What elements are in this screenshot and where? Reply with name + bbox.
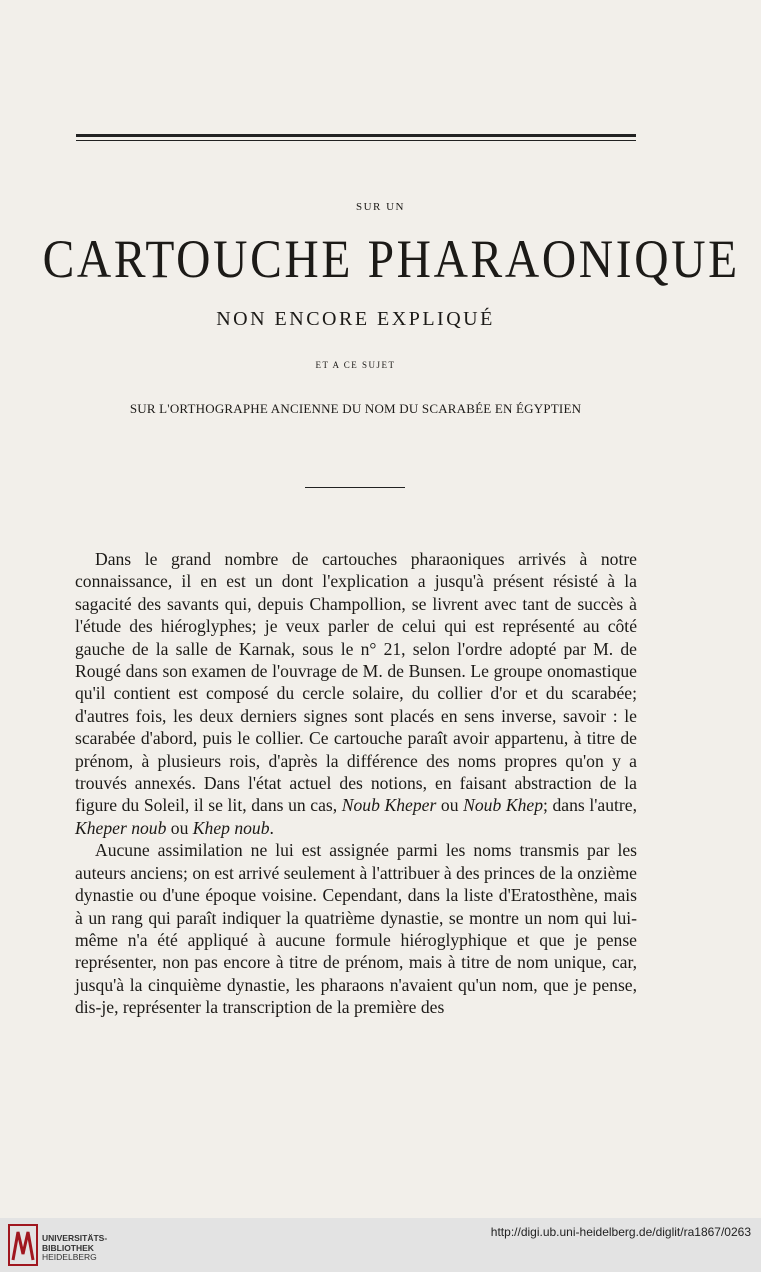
section-divider bbox=[305, 487, 405, 488]
italic-name-1: Noub Kheper bbox=[341, 795, 437, 816]
source-url-link[interactable]: http://digi.ub.uni-heidelberg.de/diglit/ra1867/0263 bbox=[490, 1225, 751, 1239]
paragraph-1-end: . bbox=[269, 817, 274, 838]
connector-line: ET A CE SUJET bbox=[315, 360, 396, 370]
library-logo-icon[interactable] bbox=[8, 1224, 38, 1266]
paragraph-1-mid: ; dans l'autre, bbox=[543, 795, 637, 816]
article-body bbox=[75, 548, 637, 1019]
italic-name-2: Noub Khep bbox=[463, 795, 544, 816]
subtitle: NON ENCORE EXPLIQUÉ bbox=[216, 308, 495, 330]
library-name-line-3: HEIDELBERG bbox=[42, 1252, 97, 1262]
paragraph-1-text: Dans le grand nombre de cartouches pharaoniques arrivés à notre connaissance, il en est un dont l'explication a jusqu'à présent résisté à la sagacité des savants qui, depuis Champollion, se livrent avec tant de succès à l'étude des hiéroglyphes; je veux parler de celui qui est représenté au côté gauche de la salle de Karnak, sous le n° 21, selon l'ordre adopté par M. de Rougé dans son examen de l'ouvrage de M. de Bunsen. Le groupe onomastique qu'il contient est composé du cercle solaire, du collier d'or et du scarabée; d'autres fois, les deux derniers signes sont placés en sens inverse, savoir : le scarabée d'abord, puis le collier. Ce cartouche paraît avoir appartenu, à titre de prénom, à plusieurs rois, d'après la différence des noms propres qu'on y a trouvés annexés. Dans l'état actuel des notions, en faisant abstraction de la figure du Soleil, il se lit, dans un cas, bbox=[75, 549, 637, 816]
pre-title: SUR UN bbox=[355, 201, 406, 213]
italic-name-3: Kheper noub bbox=[75, 817, 167, 838]
paragraph-1-conj-2: ou bbox=[170, 817, 189, 838]
page-title: CARTOUCHE PHARAONIQUE bbox=[42, 229, 740, 289]
top-double-rule bbox=[76, 134, 636, 141]
paragraph-1-conj: ou bbox=[440, 795, 459, 816]
italic-name-4: Khep noub bbox=[192, 817, 270, 838]
paragraph-2: Aucune assimilation ne lui est assignée parmi les noms transmis par les auteurs anciens; on est arrivé seulement à l'attribuer à des princes de la onzième dynastie ou d'une époque voisine. Cependant, dans la liste d'Eratosthène, mais à un rang qui paraît indiquer la quatrième dynastie, se montre un nom qui lui-même n'a été appliqué à aucune formule hiéroglyphique et que je pense représenter, non pas encore à titre de prénom, mais à titre de nom unique, car, jusqu'à la cinquième dynastie, les pharaons n'avaient qu'un nom, que je pense, dis-je, représenter la transcription de la première des bbox=[75, 840, 637, 1018]
paragraph-1 bbox=[75, 548, 637, 839]
library-name-line-2: BIBLIOTHEK bbox=[42, 1242, 94, 1253]
secondary-subtitle: SUR L'ORTHOGRAPHE ANCIENNE DU NOM DU SCARABÉE EN ÉGYPTIEN bbox=[129, 401, 582, 416]
library-name[interactable] bbox=[42, 1234, 107, 1263]
library-name-line-1: UNIVERSITÄTS- bbox=[42, 1233, 108, 1243]
